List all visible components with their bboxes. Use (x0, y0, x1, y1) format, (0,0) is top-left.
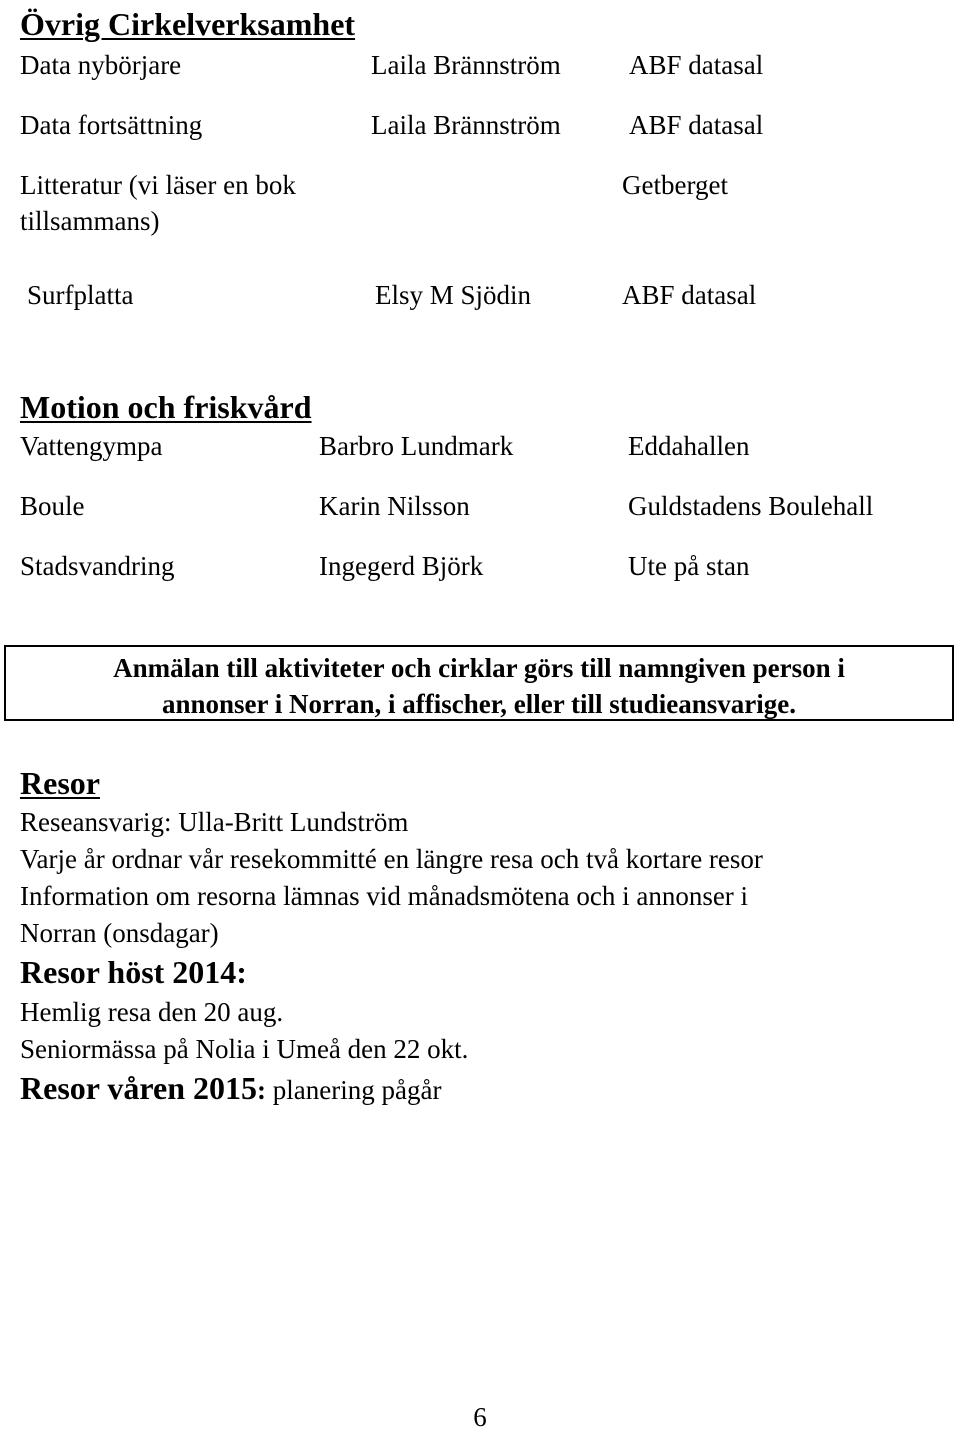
activity-cell: Data fortsättning (20, 110, 203, 140)
spring-trips-status: planering pågår (266, 1075, 442, 1105)
table-row (0, 551, 960, 581)
table-row (0, 50, 960, 80)
leader-cell: Laila Brännström (371, 110, 561, 140)
table-row (0, 280, 960, 310)
resor-heading: Resor (20, 765, 100, 801)
leader-cell: Laila Brännström (371, 50, 561, 80)
leader-cell: Elsy M Sjödin (375, 280, 532, 310)
activity-cell: Data nybörjare (20, 50, 182, 80)
activity-cell: Vattengympa (20, 431, 163, 461)
place-cell: Getberget (622, 170, 728, 200)
autumn-trips-heading: Resor höst 2014: (20, 954, 247, 990)
table-row (0, 110, 960, 140)
place-cell: Eddahallen (628, 431, 750, 461)
activity-cell: Surfplatta (27, 280, 134, 310)
notice-line: Anmälan till aktiviteter och cirklar görs till namngiven person i (113, 653, 845, 683)
activity-cell: Litteratur (vi läser en bok (20, 170, 296, 200)
place-cell: Ute på stan (628, 551, 750, 581)
resor-text-line: Reseansvarig: Ulla-Britt Lundström (20, 807, 409, 837)
resor-text-line: Varje år ordnar vår resekommitté en längre resa och två kortare resor (20, 844, 763, 874)
motion-heading: Motion och friskvård (20, 389, 312, 425)
spring-trips-heading: Resor våren 2015 (20, 1070, 258, 1106)
leader-cell: Karin Nilsson (319, 491, 470, 521)
place-cell: Guldstadens Boulehall (628, 491, 874, 521)
registration-notice-box (4, 645, 954, 721)
leader-cell: Barbro Lundmark (319, 431, 514, 461)
notice-line: annonser i Norran, i affischer, eller till studieansvarige. (162, 689, 796, 719)
table-row (0, 431, 960, 461)
trip-item: Hemlig resa den 20 aug. (20, 997, 284, 1027)
leader-cell: Ingegerd Björk (319, 551, 484, 581)
trip-item: Seniormässa på Nolia i Umeå den 22 okt. (20, 1034, 469, 1064)
place-cell: ABF datasal (622, 280, 757, 310)
cirkel-heading: Övrig Cirkelverksamhet (20, 6, 356, 42)
table-row (0, 491, 960, 521)
activity-cell: Stadsvandring (20, 551, 175, 581)
spring-trips-colon: : (257, 1075, 267, 1105)
activity-cell: Boule (20, 491, 85, 521)
place-cell: ABF datasal (629, 110, 764, 140)
activity-cell-continued: tillsammans) (20, 206, 160, 236)
table-row (0, 170, 960, 240)
resor-text-line: Norran (onsdagar) (20, 918, 219, 948)
place-cell: ABF datasal (629, 50, 764, 80)
resor-text-line: Information om resorna lämnas vid månadsmötena och i annonser i (20, 881, 749, 911)
page-number: 6 (473, 1402, 487, 1432)
spring-trips-line (20, 1070, 441, 1108)
